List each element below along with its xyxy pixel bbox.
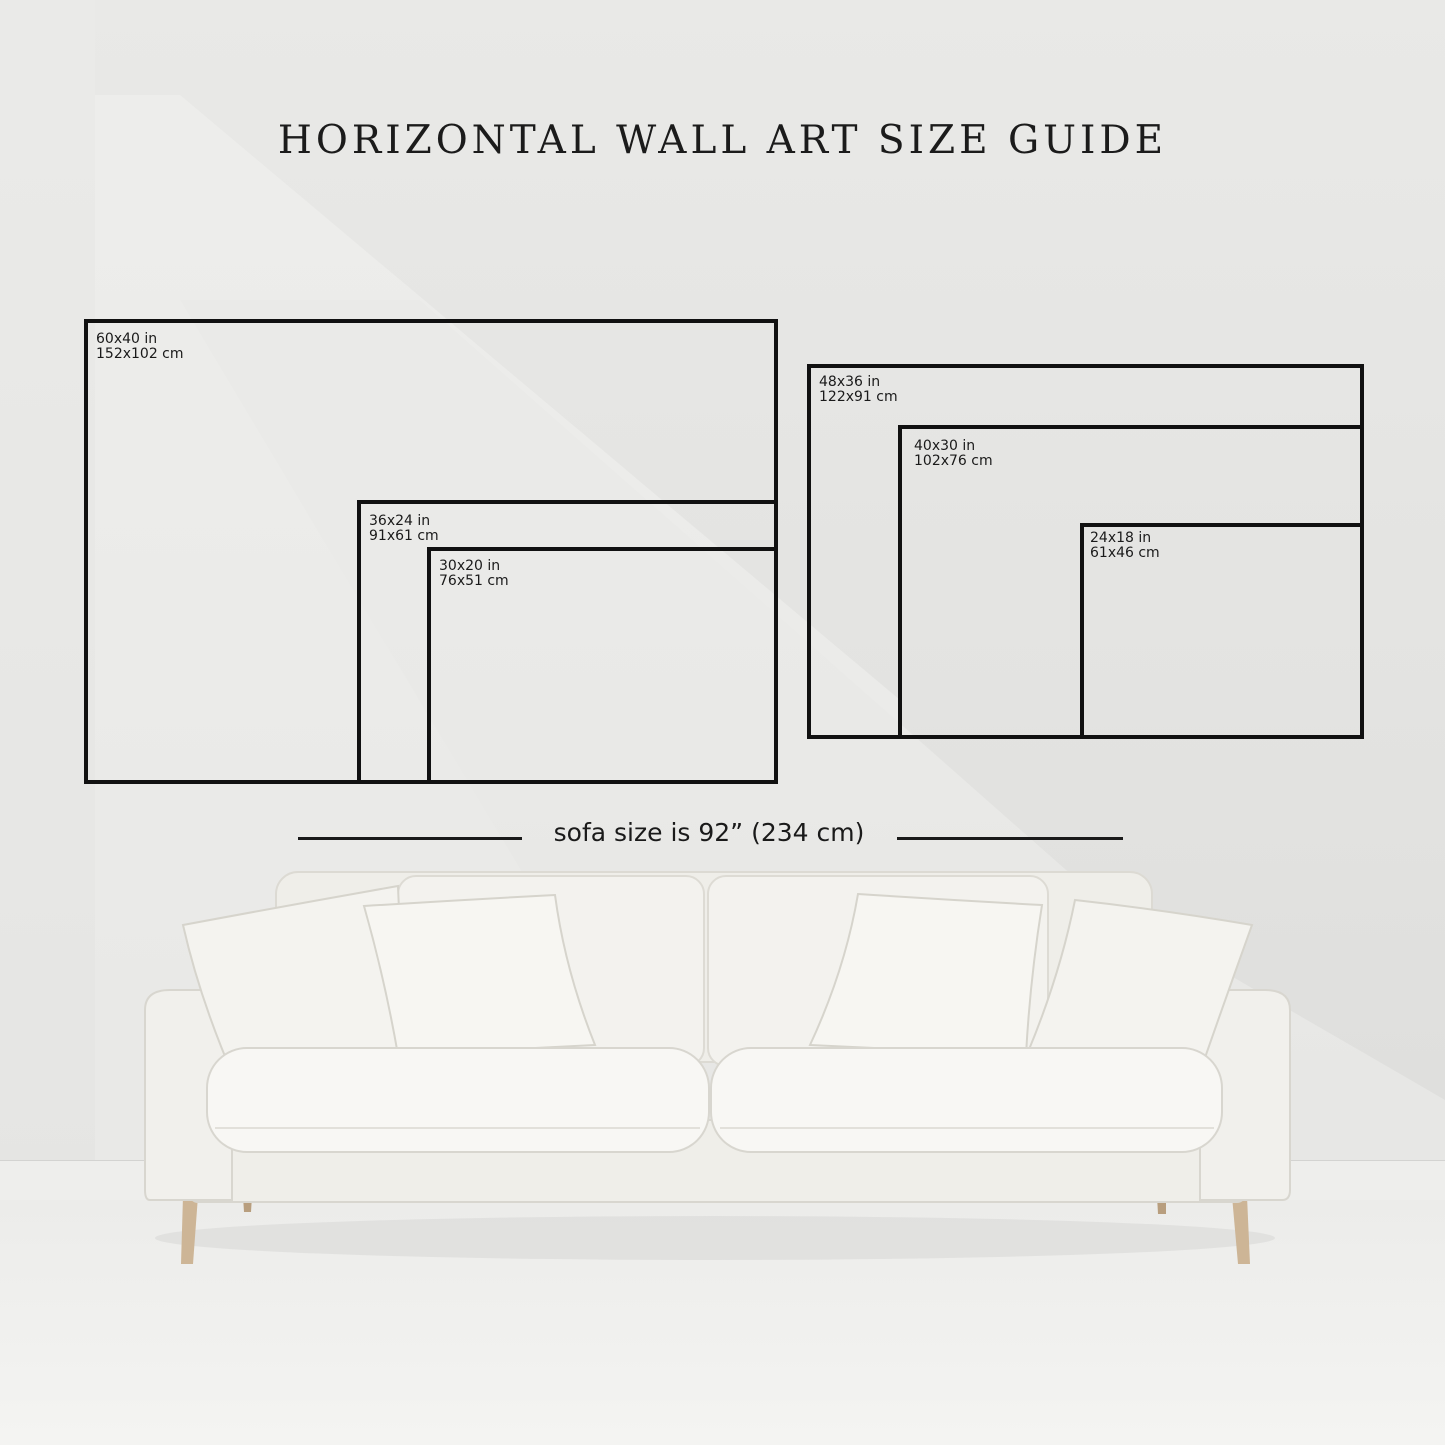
- label-48x36-cm: 122x91 cm: [819, 389, 898, 405]
- sofa-size-caption: sofa size is 92” (234 cm): [553, 818, 865, 847]
- label-30x20-inches: 30x20 in: [439, 558, 501, 574]
- label-24x18-inches: 24x18 in: [1090, 530, 1152, 546]
- label-30x20-cm: 76x51 cm: [439, 573, 509, 589]
- label-36x24-cm: 91x61 cm: [369, 528, 439, 544]
- label-60x40-cm: 152x102 cm: [96, 346, 184, 362]
- label-36x24-inches: 36x24 in: [369, 513, 431, 529]
- label-60x40-inches: 60x40 in: [96, 331, 158, 347]
- label-48x36-inches: 48x36 in: [819, 374, 881, 390]
- label-40x30-inches: 40x30 in: [914, 438, 976, 454]
- guide-title: HORIZONTAL WALL ART SIZE GUIDE: [277, 118, 1168, 163]
- label-40x30-cm: 102x76 cm: [914, 453, 993, 469]
- label-24x18-cm: 61x46 cm: [1090, 545, 1160, 561]
